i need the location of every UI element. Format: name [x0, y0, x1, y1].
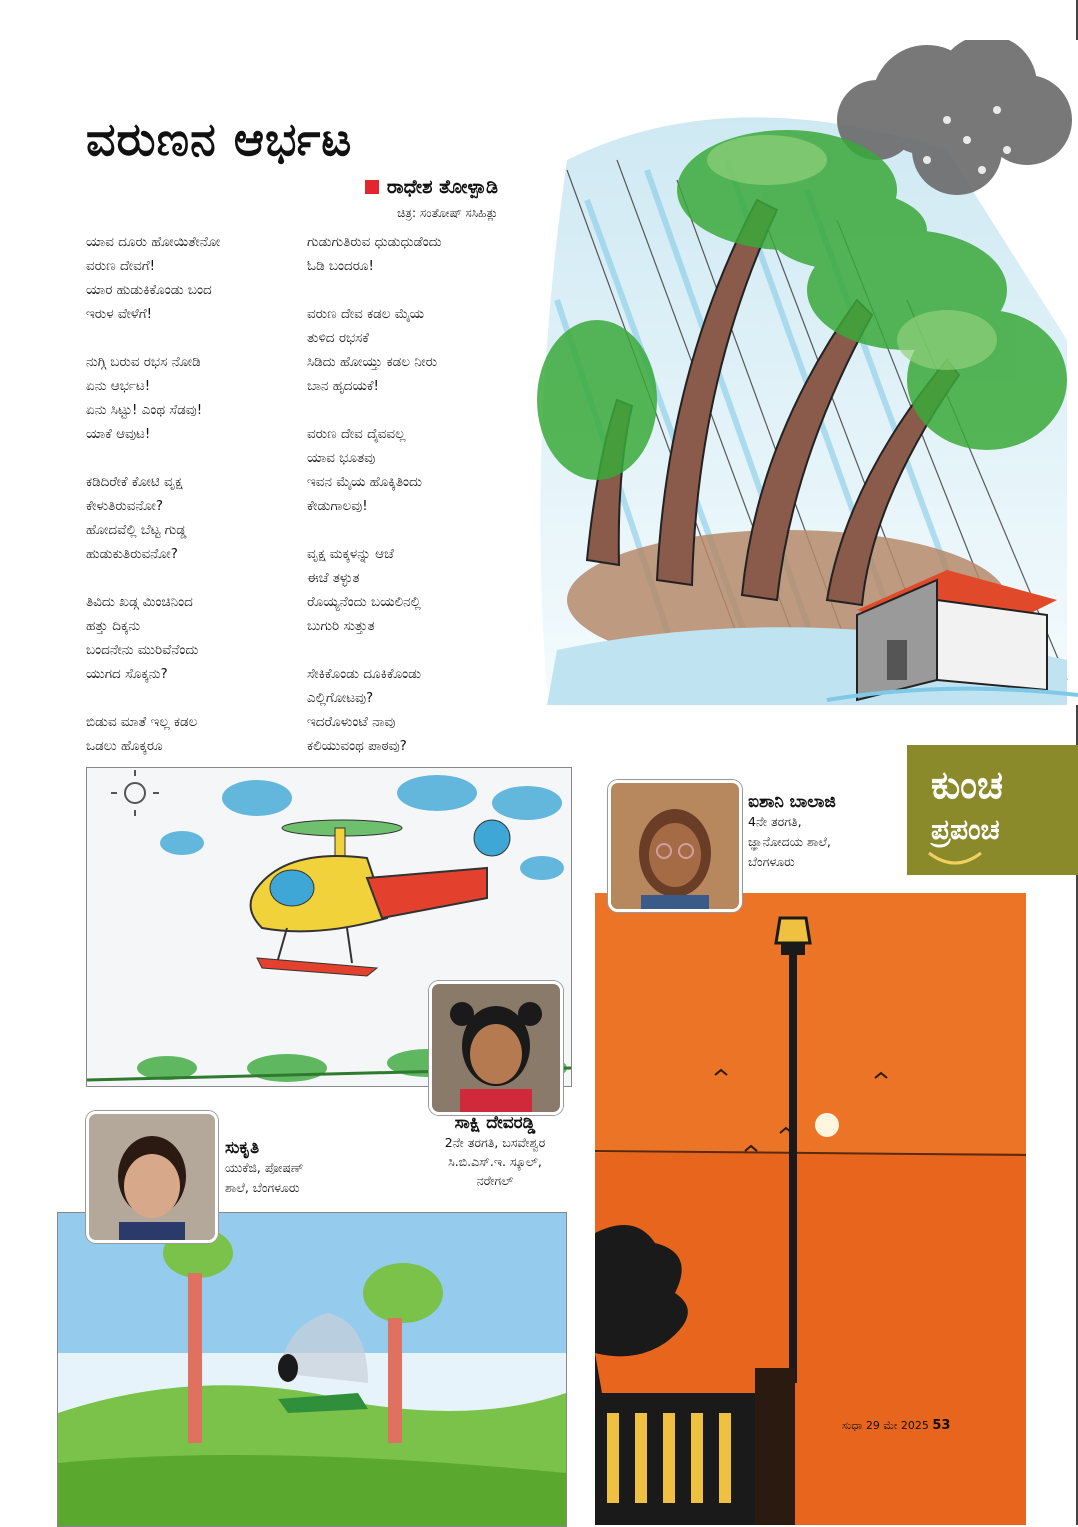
poem-line: ಯುಗದ ಸೊಕ್ಕನು? [86, 666, 168, 682]
poem-line: ಗುಡುಗುತಿರುವ ಧುಡುಧುಡೆಂದು [307, 234, 442, 250]
poem-line: ವೃಕ್ಷ ಮಕ್ಕಳನ್ನು ಆಚೆ [307, 546, 394, 562]
artist-name: ಐಶಾನಿ ಬಾಲಾಜಿ [748, 792, 836, 812]
poem-line: ಏನು ಸಿಟ್ಟು! ಎಂಥ ಸೆಡವು! [86, 402, 203, 418]
poem-line: ಬಿಡುವ ಮಾತೆ ಇಲ್ಲ ಕಡಲ [86, 714, 198, 730]
poem-line: ವರುಣ ದೇವ ದೈವವಲ್ಲ [307, 426, 406, 442]
poem-line: ಕೇಡುಗಾಲವು! [307, 498, 368, 514]
poem-line: ಕೇಳುತಿರುವನೋ? [86, 498, 164, 514]
poem-line: ಸೇಕಿಕೊಂಡು ದೂಕಿಕೊಂಡು [307, 666, 422, 682]
street-lamp-drawing [595, 893, 1026, 1525]
poem-line: ಇರುಳ ವೇಳೆಗೆ! [86, 306, 153, 322]
poem-line: ಯಾವ ದೂರು ಹೋಯಿತೇನೋ [86, 234, 221, 250]
author-byline [365, 176, 498, 198]
artist-detail: 2ನೇ ತರಗತಿ, ಬಸವೇಶ್ವರ [444, 1135, 546, 1150]
poem-title: ವರುಣನ ಆರ್ಭಟ [86, 112, 353, 166]
storm-illustration [527, 40, 1078, 705]
magazine-date: ಸುಧಾ 29 ಮೇ 2025 [842, 1419, 929, 1432]
stanza [86, 710, 306, 758]
avatar [86, 1111, 218, 1243]
stanza [86, 590, 306, 686]
artist-caption-sukruti [225, 1138, 304, 1198]
poem-line: ಯಾವ ಭೂತವು [307, 450, 376, 466]
trees-watercolour-drawing [57, 1212, 567, 1527]
poem-line: ರೊಯ್ಯನೆಂದು ಬಯಲಿನಲ್ಲಿ [307, 594, 421, 610]
poem-column-2 [307, 230, 527, 782]
stanza [307, 302, 527, 398]
poem-line: ಒಡಲು ಹೊಕ್ಕರೂ [86, 738, 163, 754]
red-square-bullet [365, 180, 379, 194]
poem-line: ಬಾನ ಹೃದಯಕೆ! [307, 378, 379, 394]
poem-line: ಹುಡುಕುತಿರುವನೋ? [86, 546, 178, 562]
stanza [307, 422, 527, 518]
illustration-credit: ಚಿತ್ರ: ಸಂತೋಷ್ ಸಸಿಹಿತ್ಲು [397, 206, 498, 220]
artist-detail: ಬೆಂಗಳೂರು [748, 854, 795, 869]
artist-detail: ಸಿ.ಬಿ.ಎಸ್.ಇ. ಸ್ಕೂಲ್, [448, 1154, 542, 1169]
avatar [429, 981, 563, 1115]
poem-line: ಈಚೆ ತಳ್ಳುತ [307, 570, 360, 586]
stanza [307, 542, 527, 638]
poem-line: ಬುಗುರಿ ಸುತ್ತುತ [307, 618, 375, 634]
poem-line: ನುಗ್ಗಿ ಬರುವ ರಭಸ ನೋಡಿ [86, 354, 201, 370]
stanza [86, 230, 306, 326]
section-title-line1: ಕುಂಚ [931, 763, 1003, 807]
stanza [86, 470, 306, 566]
poem-line: ಯಾಕೆ ಆವುಟ! [86, 426, 151, 442]
artist-detail: ಯುಕೆಜಿ, ಪೋಷಣ್ [225, 1160, 304, 1175]
artist-name: ಸಾಕ್ಷಿ ದೇವರಡ್ಡಿ [454, 1113, 536, 1133]
artist-detail: ನರೇಗಲ್ [476, 1173, 514, 1188]
poem-line: ವರುಣ ದೇವಗೆ! [86, 258, 156, 274]
poem-line: ಬಂದನೇನು ಮುರಿವೆನೆಂದು [86, 642, 199, 658]
artist-name: ಸುಕೃತಿ [225, 1138, 260, 1158]
artist-detail: ಶಾಲೆ, ಬೆಂಗಳೂರು [225, 1180, 300, 1195]
poem-line: ಯಾರ ಹುಡುಕಿಕೊಂಡು ಬಂದ [86, 282, 212, 298]
poem-line: ವರುಣ ದೇವ ಕಡಲ ಮೈಯ [307, 306, 425, 322]
poem-line: ಇವನ ಮೈಯ ಹೊಕ್ಕಿತಿಂದು [307, 474, 423, 490]
poem-line: ಹೋದವೆಲ್ಲಿ ಬೆಟ್ಟ ಗುಡ್ಡ [86, 522, 187, 538]
stanza [307, 230, 527, 278]
poem-line: ಕಡಿದಿರೇಕೆ ಕೋಟಿ ವೃಕ್ಷ [86, 474, 183, 490]
artist-caption-ishani [748, 792, 836, 872]
poem-line: ಎಲ್ಲಿಗೋಟವು? [307, 690, 374, 706]
poem-line: ಏನು ಆರ್ಭಟ! [86, 378, 151, 394]
stanza [307, 662, 527, 758]
page-number: 53 [932, 1418, 951, 1433]
stanza [86, 350, 306, 446]
artist-detail: 4ನೇ ತರಗತಿ, [748, 814, 802, 829]
artist-detail: ಜ್ಞಾನೋದಯ ಶಾಲೆ, [748, 834, 831, 849]
poem-line: ಇದರೊಳುಂಟೆ ನಾವು [307, 714, 396, 730]
poem-line: ಕಲಿಯುವಂಥ ಪಾಠವು? [307, 738, 407, 754]
section-badge [907, 745, 1078, 875]
paint-bowl-icon [925, 845, 985, 869]
poem-column-1 [86, 230, 306, 782]
author-name: ರಾಧೇಶ ತೋಳ್ಪಾಡಿ [386, 176, 498, 198]
section-title-line2: ಪ್ರಪಂಚ [931, 813, 1000, 846]
poem-line: ತಿವಿದು ಖಡ್ಗ ಮಿಂಚಿನಿಂದ [86, 594, 193, 610]
avatar [608, 780, 742, 912]
page-footer [842, 1418, 950, 1433]
poem-line: ತುಳಿದ ರಭಸಕೆ [307, 330, 369, 346]
artist-caption-sakshi [415, 1113, 575, 1190]
poem-line: ಓಡಿ ಬಂದರೂ! [307, 258, 374, 274]
poem-line: ಸಿಡಿದು ಹೋಯ್ತು ಕಡಲ ನೀರು [307, 354, 438, 370]
poem-line: ಹತ್ತು ದಿಕ್ಕನು [86, 618, 141, 634]
